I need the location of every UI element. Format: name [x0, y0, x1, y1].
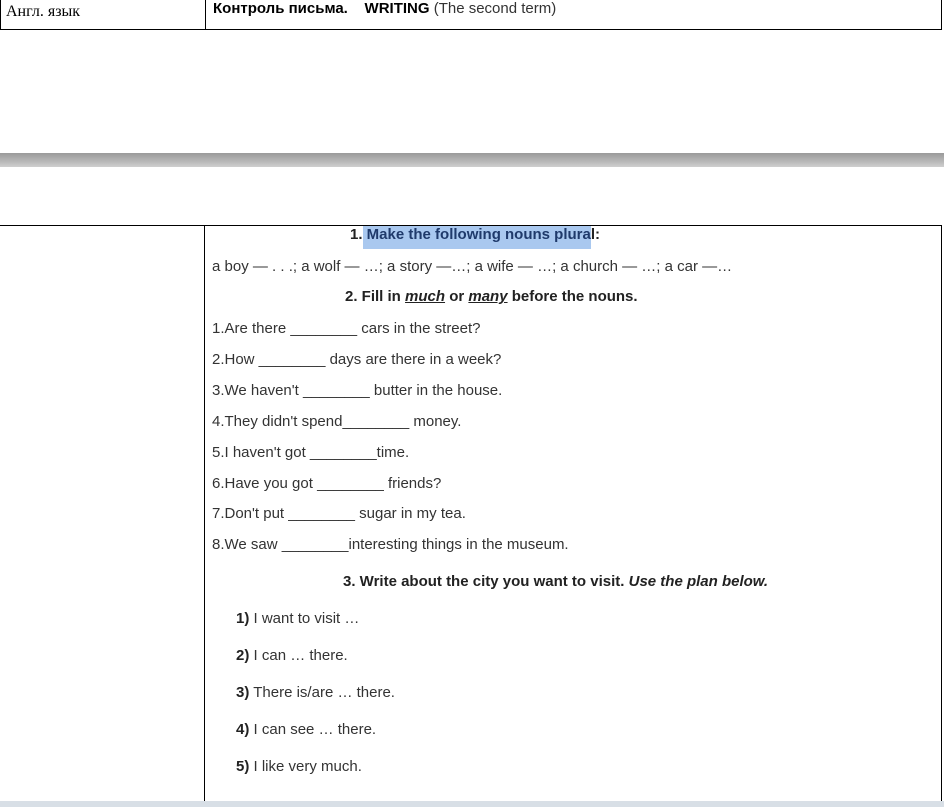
- task3-title: [343, 573, 768, 590]
- task2-item: 6.Have you got ________ friends?: [212, 475, 442, 492]
- plan-number: 3): [236, 684, 250, 701]
- plan-text: I like very much.: [253, 758, 362, 775]
- subject-cell: [1, 0, 206, 29]
- plan-number: 4): [236, 721, 250, 738]
- title-cell: [213, 0, 556, 17]
- task3-title-text: 3. Write about the city you want to visit.: [343, 573, 625, 590]
- task2-item: 4.They didn't spend________ money.: [212, 413, 462, 430]
- plan-text: I want to visit …: [253, 610, 360, 627]
- plan-text: I can see … there.: [253, 721, 377, 738]
- task2-item: 3.We haven't ________ butter in the house.: [212, 382, 503, 399]
- tasks-table: [0, 225, 942, 802]
- task2-suffix: before the nouns.: [511, 288, 638, 305]
- plan-text: I can … there.: [253, 647, 348, 664]
- plan-text: There is/are … there.: [253, 684, 395, 701]
- task3-title-italic: Use the plan below.: [628, 573, 769, 590]
- tasks-left-cell: [0, 226, 205, 802]
- subject-label: Англ. язык: [6, 3, 81, 20]
- task2-word-many: many: [468, 288, 508, 305]
- task2-item: 2.How ________ days are there in a week?: [212, 351, 502, 368]
- plan-item: [236, 610, 359, 627]
- plan-item: [236, 684, 395, 701]
- selected-text[interactable]: Make the following nouns plura: [363, 226, 591, 249]
- bottom-page-edge: [0, 801, 944, 807]
- task2-title: [345, 288, 638, 305]
- task1-number: 1.: [350, 226, 363, 243]
- task2-item: 8.We saw ________interesting things in the museum.: [212, 536, 569, 553]
- plan-item: [236, 721, 376, 738]
- term-label: (The second term): [433, 0, 557, 17]
- title-ru: Контроль письма.: [213, 0, 348, 17]
- plan-item: [236, 647, 348, 664]
- task2-item: 5.I haven't got ________time.: [212, 444, 410, 461]
- task2-item: 7.Don't put ________ sugar in my tea.: [212, 505, 466, 522]
- header-table: [0, 0, 942, 30]
- task1-title[interactable]: [350, 226, 600, 243]
- plan-number: 2): [236, 647, 250, 664]
- task2-or: or: [449, 288, 465, 305]
- task2-prefix: 2. Fill in: [345, 288, 401, 305]
- page-gap-separator: [0, 153, 944, 167]
- plan-number: 5): [236, 758, 250, 775]
- title-en: WRITING: [364, 0, 430, 17]
- plan-number: 1): [236, 610, 250, 627]
- task2-item: 1.Are there ________ cars in the street?: [212, 320, 481, 337]
- task1-title-end: l:: [590, 226, 601, 243]
- plan-item: [236, 758, 362, 775]
- task2-word-much: much: [405, 288, 446, 305]
- task1-body: a boy — . . .; a wolf — …; a story —…; a wife — …; a church — …; a car —…: [212, 258, 733, 275]
